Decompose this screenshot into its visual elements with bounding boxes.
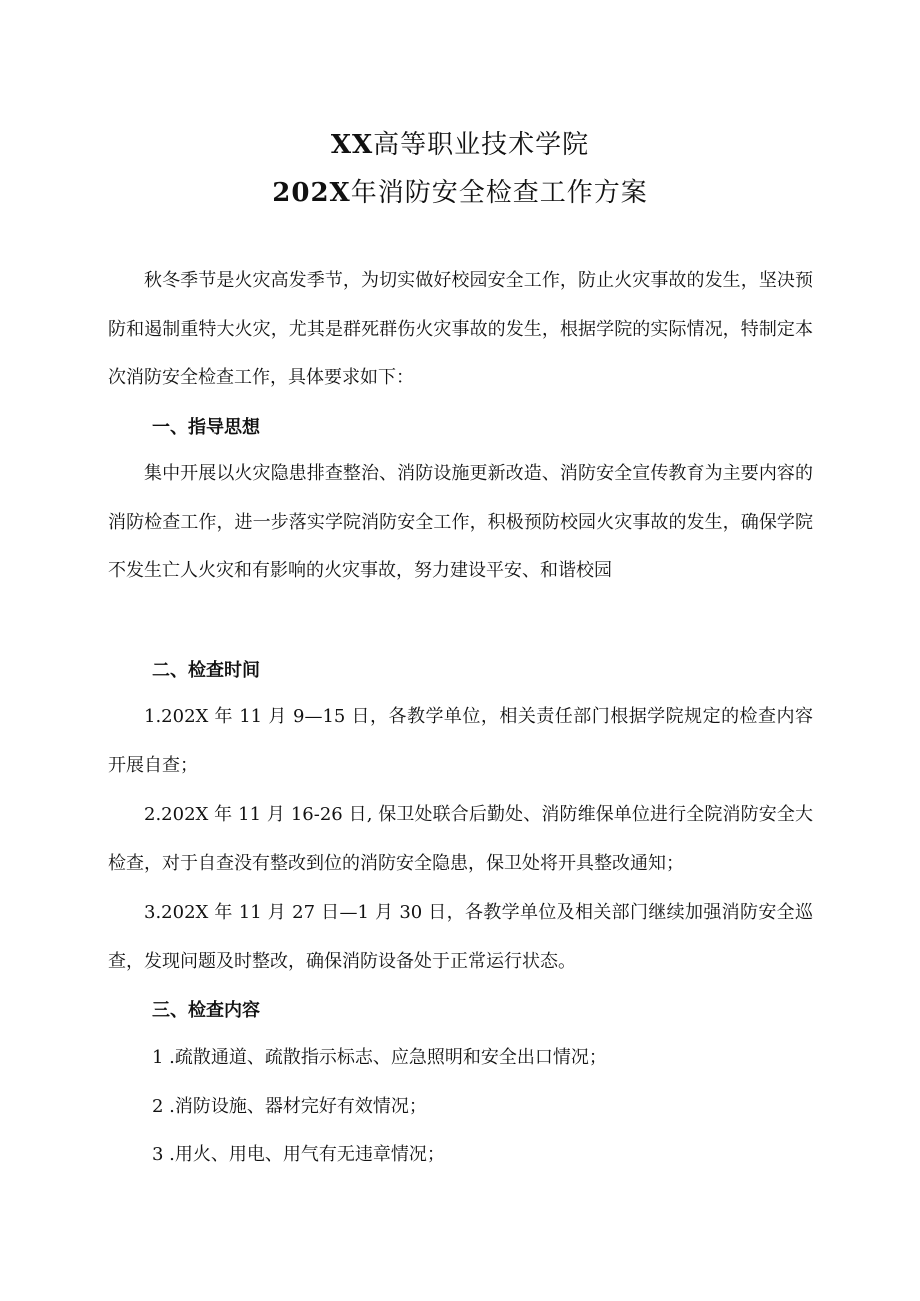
document-title-line-1 bbox=[0, 124, 920, 161]
time-paragraph-2: 2.202X 年 11 月 16-26 日, 保卫处联合后勤处、消防维保单位进行全院消防安全大检查，对于自查没有整改到位的消防安全隐患，保卫处将开具整改通知； bbox=[108, 804, 813, 874]
content-item-3: 3 .用火、用电、用气有无违章情况； bbox=[152, 1144, 445, 1165]
title-rest-2: 年消防安全检查工作方案 bbox=[350, 178, 648, 208]
section-heading-inspection-content: 三、检查内容 bbox=[152, 1000, 260, 1021]
title-prefix-1: XX bbox=[330, 130, 374, 160]
title-rest-1: 高等职业技术学院 bbox=[373, 130, 590, 160]
time-paragraph-1: 1.202X 年 11 月 9—15 日，各教学单位，相关责任部门根据学院规定的检查内容开展自查； bbox=[108, 706, 813, 776]
section-heading-guiding-thought: 一、指导思想 bbox=[152, 417, 260, 438]
section-heading-inspection-time: 二、检查时间 bbox=[152, 660, 260, 681]
content-item-2: 2 .消防设施、器材完好有效情况； bbox=[152, 1096, 427, 1117]
document-title-line-2 bbox=[0, 172, 920, 209]
time-paragraph-3: 3.202X 年 11 月 27 日—1 月 30 日，各教学单位及相关部门继续加强消防安全巡查，发现问题及时整改，确保消防设备处于正常运行状态。 bbox=[108, 902, 813, 972]
guiding-thought-paragraph: 集中开展以火灾隐患排查整治、消防设施更新改造、消防安全宣传教育为主要内容的消防检查工作，进一步落实学院消防安全工作，积极预防校园火灾事故的发生，确保学院不发生亡人火灾和有影响的火灾事故，努力建设平安、和谐校园 bbox=[108, 463, 813, 581]
intro-paragraph: 秋冬季节是火灾高发季节，为切实做好校园安全工作，防止火灾事故的发生，坚决预防和遏制重特大火灾，尤其是群死群伤火灾事故的发生，根据学院的实际情况，特制定本次消防安全检查工作，具体要求如下： bbox=[108, 270, 813, 388]
title-prefix-2: 202X bbox=[272, 178, 351, 208]
content-item-1: 1 .疏散通道、疏散指示标志、应急照明和安全出口情况； bbox=[152, 1047, 607, 1068]
